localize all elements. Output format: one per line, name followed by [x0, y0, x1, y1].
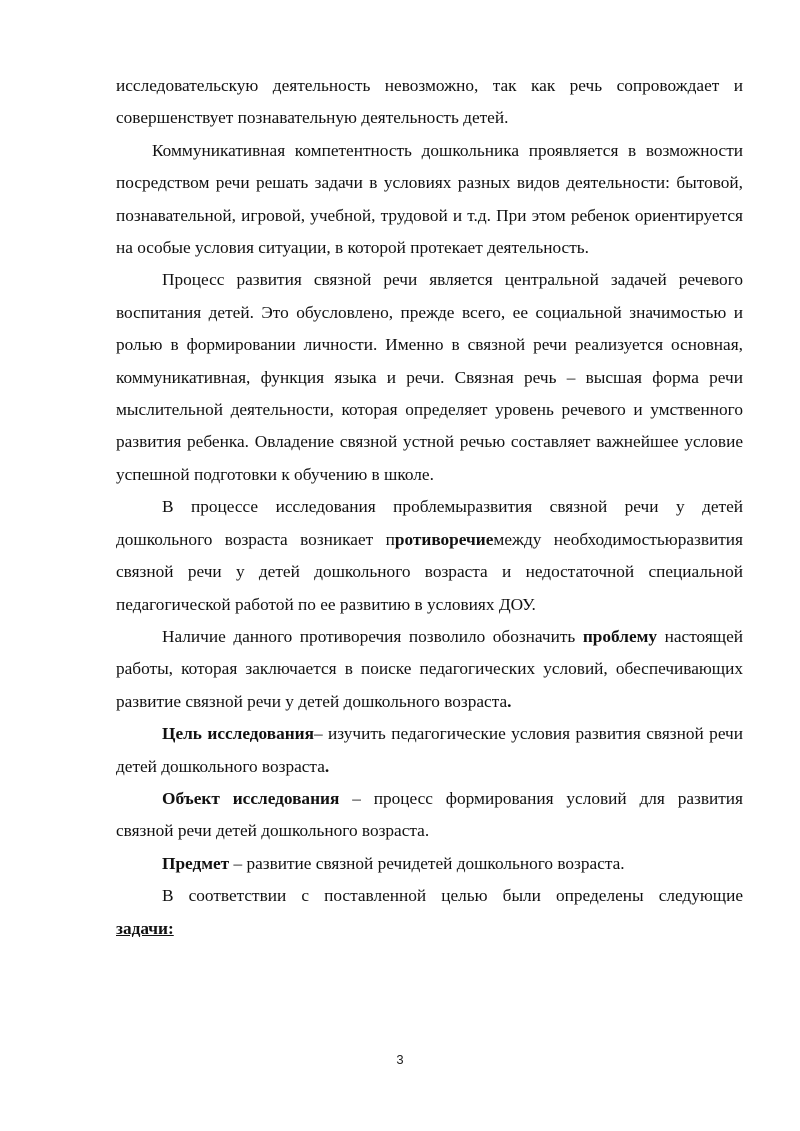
object-term: Объект исследования [162, 788, 340, 808]
contradiction-term: ротиворечие [394, 529, 494, 549]
paragraph-object [116, 783, 743, 848]
object-text: – процесс формирования условий для развития связной речи детей дошкольного возраста. [116, 788, 743, 841]
paragraph-contradiction [116, 491, 743, 621]
paragraph-goal [116, 718, 743, 783]
subject-text: – развитие связной речидетей дошкольного возраста. [229, 853, 625, 873]
document-page [116, 70, 743, 945]
tasks-heading: задачи: [116, 918, 174, 938]
problem-term: проблему [582, 626, 658, 646]
paragraph-communicative-competence-text: Коммуникативная компетентность дошкольника проявляется в возможности посредством речи решать задачи в условиях разных видов деятельности: бытовой, познавательной, игровой, учебной, трудовой и т.д. При этом ребенок ориентируется на особые условия ситуации, в которой протекает деятельность. [116, 140, 743, 258]
paragraph-subject [116, 848, 743, 880]
goal-text: – изучить педагогические условия развития связной речи детей дошкольного возраста [116, 724, 744, 776]
contradiction-text-end: между необходимостьюразвития связной речи у детей дошкольного возраста и недостаточной специальной педагогической работой по ее развитию в условиях ДОУ. [116, 529, 743, 614]
problem-period: . [507, 691, 512, 711]
goal-term: Цель исследования [162, 724, 314, 744]
paragraph-intro [116, 70, 743, 135]
paragraph-tasks-heading [116, 913, 743, 945]
subject-term: Предмет [162, 853, 230, 873]
paragraph-intro-text: исследовательскую деятельность невозможно, так как речь сопровождает и совершенствует познавательную деятельность детей. [116, 76, 743, 128]
tasks-intro-text: В соответствии с поставленной целью были определены следующие [162, 886, 743, 906]
paragraph-speech-development-text: Процесс развития связной речи является центральной задачей речевого воспитания детей. Это обусловлено, прежде всего, ее социальной значимостью и ролью в формировании личности. Именно в связной речи реализуется основная, коммуникативная, функция языка и речи. Связная речь – высшая форма речи мыслительной деятельности, которая определяет уровень речевого и умственного развития ребенка. Овладение связной устной речью составляет важнейшее условие успешной подготовки к обучению в школе. [116, 270, 743, 484]
paragraph-problem [116, 621, 743, 718]
paragraph-tasks-intro [116, 880, 743, 912]
problem-text-end: настоящей работы, которая заключается в поиске педагогических условий, обеспечивающих развитие связной речи у детей дошкольного возраста [116, 626, 744, 711]
paragraph-speech-development [116, 264, 743, 491]
goal-period: . [324, 756, 330, 776]
paragraph-communicative-competence [116, 135, 743, 265]
page-number: 3 [396, 1052, 404, 1067]
problem-text-start: Наличие данного противоречия позволило обозначить [162, 626, 583, 646]
contradiction-text-start: В процессе исследования проблемыразвития связной речи у детей дошкольного возраста возникает п [116, 497, 743, 549]
